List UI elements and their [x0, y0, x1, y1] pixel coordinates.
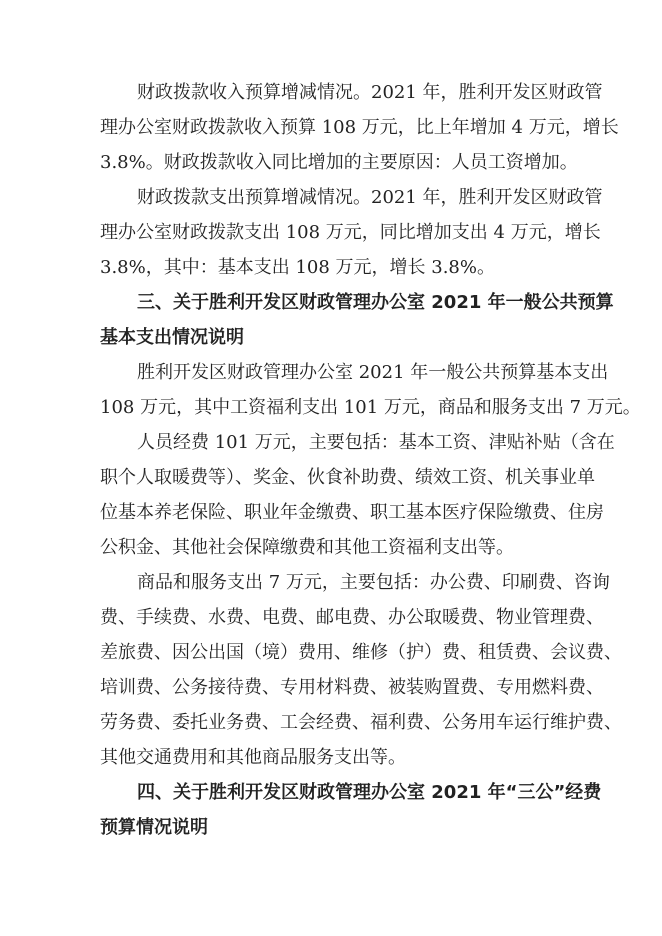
text-line: 3.8%。财政拨款收入同比增加的主要原因：人员工资增加。 [100, 152, 578, 173]
text-line: 其他交通费用和其他商品服务支出等。 [100, 747, 406, 768]
section-heading-4 [100, 775, 602, 845]
text-line: 费、手续费、水费、电费、邮电费、办公取暖费、物业管理费、 [100, 607, 604, 628]
document-page [100, 75, 641, 845]
paragraph-revenue-change [100, 75, 619, 180]
text-line: 商品和服务支出 7 万元，主要包括：办公费、印刷费、咨询 [137, 572, 610, 593]
heading-line: 基本支出情况说明 [100, 327, 244, 348]
text-line: 培训费、公务接待费、专用材料费、被装购置费、专用燃料费、 [100, 677, 604, 698]
text-line: 公积金、其他社会保障缴费和其他工资福利支出等。 [100, 537, 514, 558]
text-line: 差旅费、因公出国（境）费用、维修（护）费、租赁费、会议费、 [100, 642, 622, 663]
text-line: 职个人取暖费等）、奖金、伙食补助费、绩效工资、机关事业单 [100, 467, 595, 488]
text-line: 3.8%，其中：基本支出 108 万元，增长 3.8%。 [100, 257, 495, 278]
paragraph-personnel-expenses [100, 425, 615, 565]
text-line: 人员经费 101 万元，主要包括：基本工资、津贴补贴（含在 [137, 432, 615, 453]
paragraph-expenditure-change [100, 180, 603, 285]
heading-line: 三、关于胜利开发区财政管理办公室 2021 年一般公共预算 [137, 292, 614, 313]
text-line: 劳务费、委托业务费、工会经费、福利费、公务用车运行维护费、 [100, 712, 622, 733]
text-line: 理办公室财政拨款收入预算 108 万元，比上年增加 4 万元，增长 [100, 117, 619, 138]
text-line: 胜利开发区财政管理办公室 2021 年一般公共预算基本支出 [137, 362, 609, 383]
text-line: 108 万元，其中工资福利支出 101 万元，商品和服务支出 7 万元。 [100, 397, 641, 418]
section-heading-3 [100, 285, 614, 355]
text-line: 财政拨款支出预算增减情况。2021 年，胜利开发区财政管 [137, 187, 603, 208]
text-line: 理办公室财政拨款支出 108 万元，同比增加支出 4 万元，增长 [100, 222, 601, 243]
text-line: 位基本养老保险、职业年金缴费、职工基本医疗保险缴费、住房 [100, 502, 604, 523]
heading-line: 预算情况说明 [100, 817, 208, 838]
text-line: 财政拨款收入预算增减情况。2021 年，胜利开发区财政管 [137, 82, 603, 103]
paragraph-goods-services [100, 565, 622, 775]
heading-line: 四、关于胜利开发区财政管理办公室 2021 年“三公”经费 [137, 782, 602, 803]
paragraph-basic-expenditure [100, 355, 641, 425]
